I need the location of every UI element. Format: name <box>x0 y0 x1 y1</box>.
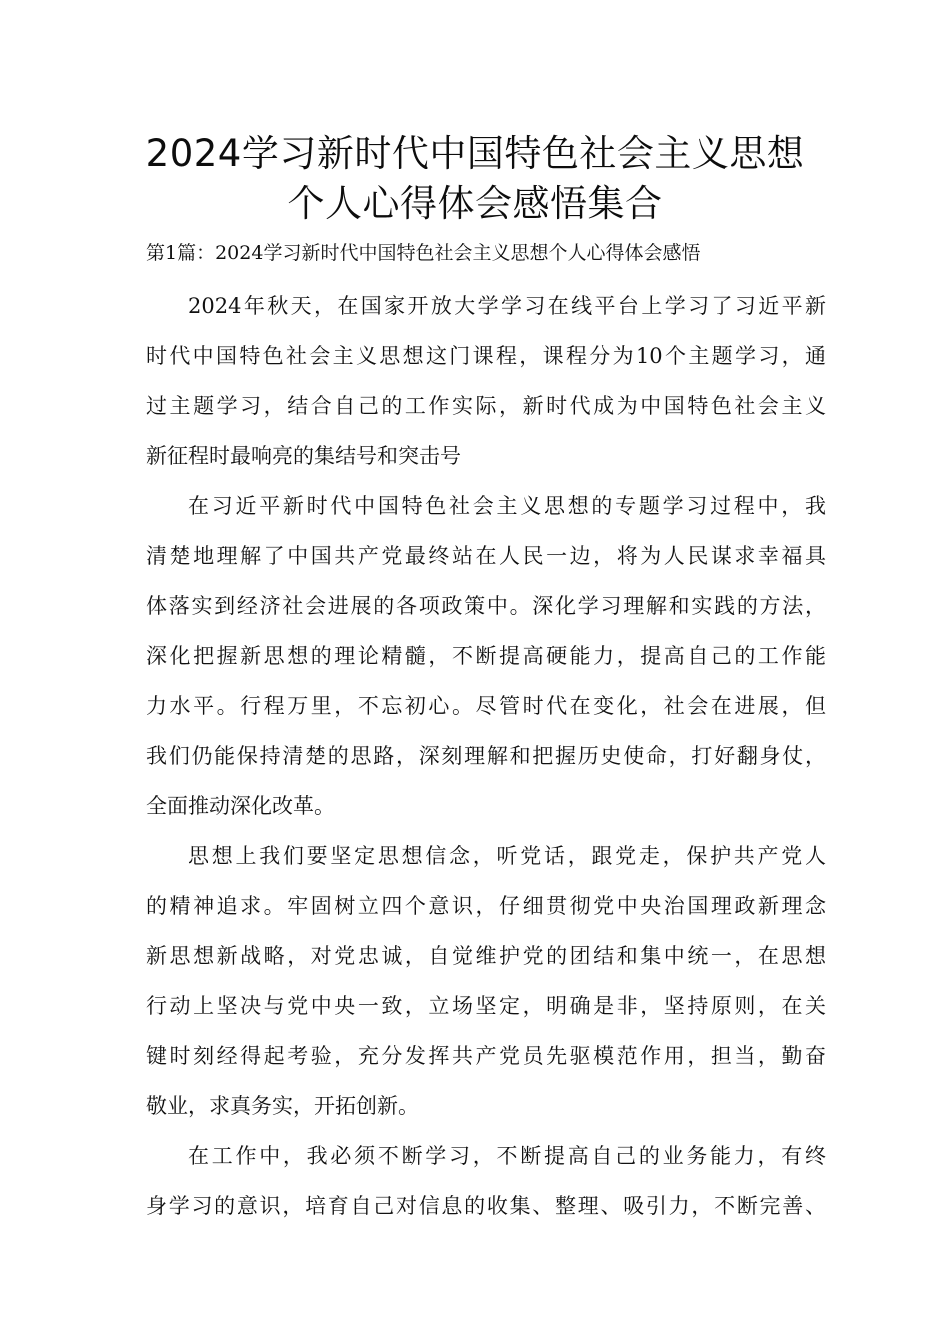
text-line: 身学习的意识，培育自己对信息的收集、整理、吸引力，不断完善、 <box>146 1194 826 1218</box>
text-line: 2024年秋天，在国家开放大学学习在线平台上学习了习近平新 <box>188 294 826 318</box>
paragraph-1 <box>146 281 826 481</box>
text-line: 过主题学习，结合自己的工作实际，新时代成为中国特色社会主义 <box>146 394 826 418</box>
text-line: 清楚地理解了中国共产党最终站在人民一边，将为人民谋求幸福具 <box>146 544 826 568</box>
paragraph-4 <box>146 1131 826 1231</box>
text-line: 在习近平新时代中国特色社会主义思想的专题学习过程中，我 <box>188 494 826 518</box>
section-heading: 第1篇：2024学习新时代中国特色社会主义思想个人心得体会感悟 <box>146 242 701 264</box>
paragraph-3 <box>146 831 826 1131</box>
text-line: 的精神追求。牢固树立四个意识，仔细贯彻党中央治国理政新理念 <box>146 894 826 918</box>
text-line: 新思想新战略，对党忠诚，自觉维护党的团结和集中统一，在思想 <box>146 944 826 968</box>
text-line: 新征程时最响亮的集结号和突击号 <box>146 444 461 468</box>
text-line: 敬业，求真务实，开拓创新。 <box>146 1094 419 1118</box>
document-title-line-2: 个人心得体会感悟集合 <box>287 182 663 225</box>
text-line: 时代中国特色社会主义思想这门课程，课程分为10个主题学习，通 <box>146 344 826 368</box>
paragraph-2 <box>146 481 826 831</box>
text-line: 体落实到经济社会进展的各项政策中。深化学习理解和实践的方法， <box>146 594 826 618</box>
text-line: 力水平。行程万里，不忘初心。尽管时代在变化，社会在进展，但 <box>146 694 826 718</box>
document-title-line-1: 2024学习新时代中国特色社会主义思想 <box>145 132 805 175</box>
text-line: 全面推动深化改革。 <box>146 794 335 818</box>
document-body <box>146 281 826 1231</box>
text-line: 行动上坚决与党中央一致，立场坚定，明确是非，坚持原则，在关 <box>146 994 826 1018</box>
text-line: 深化把握新思想的理论精髓，不断提高硬能力，提高自己的工作能 <box>146 644 826 668</box>
text-line: 在工作中，我必须不断学习，不断提高自己的业务能力，有终 <box>188 1144 826 1168</box>
text-line: 我们仍能保持清楚的思路，深刻理解和把握历史使命，打好翻身仗， <box>146 744 826 768</box>
text-line: 思想上我们要坚定思想信念，听党话，跟党走，保护共产党人 <box>188 844 826 868</box>
text-line: 键时刻经得起考验，充分发挥共产党员先驱模范作用，担当，勤奋 <box>146 1044 826 1068</box>
